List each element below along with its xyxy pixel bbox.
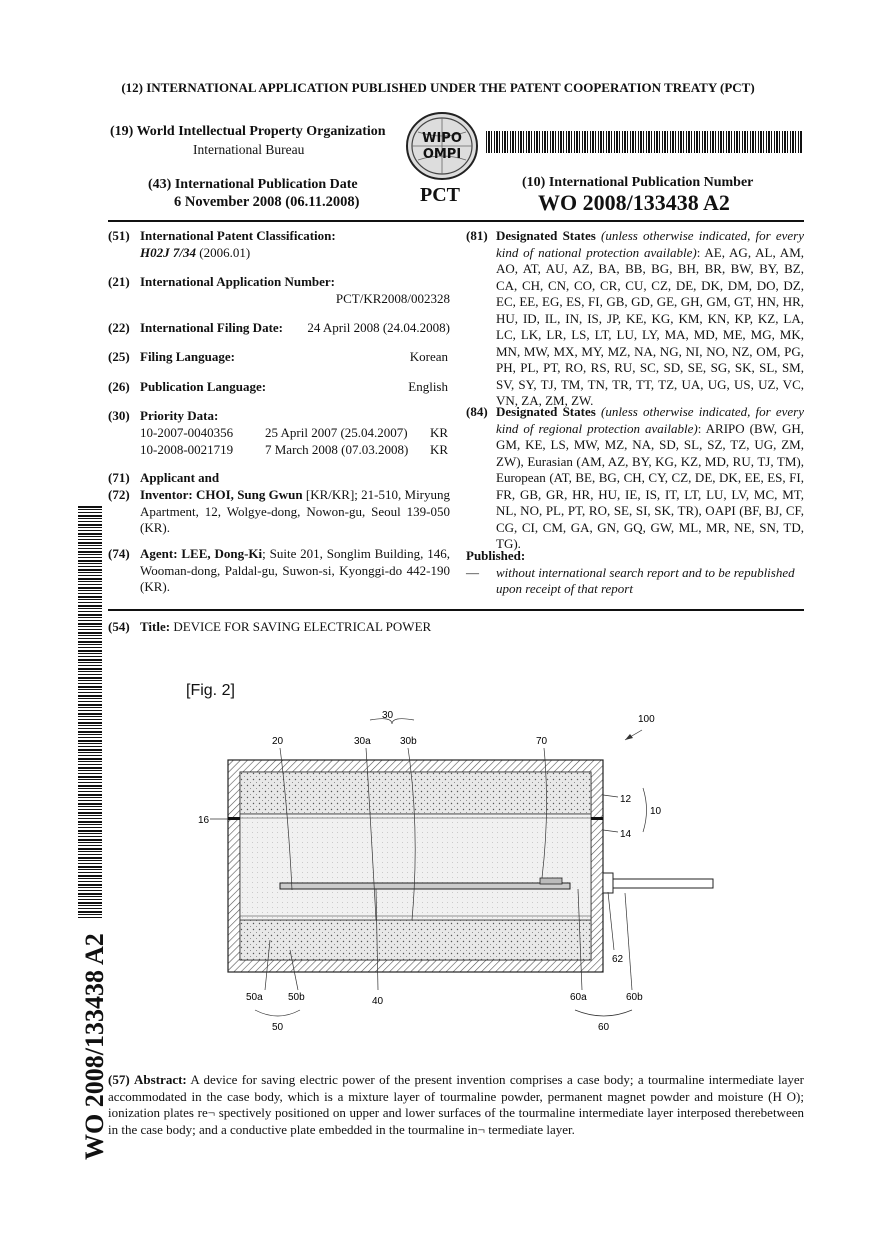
classification-year: (2006.01) <box>199 244 251 260</box>
label-60a: 60a <box>570 992 587 1003</box>
lower-ionization-plate <box>240 920 591 960</box>
label-14: 14 <box>620 829 632 840</box>
electrode-rod <box>613 879 713 888</box>
agent-code: (74) <box>108 546 130 561</box>
app-number-code: (21) <box>108 274 130 289</box>
agent-label: Agent: <box>140 546 178 561</box>
header-line: (12) INTERNATIONAL APPLICATION PUBLISHED UNDER THE PATENT COOPERATION TREATY (PCT) <box>121 80 755 95</box>
filing-date-value: 24 April 2008 (24.04.2008) <box>307 320 450 335</box>
org-name: World Intellectual Property Organization <box>136 124 386 139</box>
pub-lang-block <box>108 379 450 396</box>
mid-rule <box>108 609 804 611</box>
org-code: (19) <box>110 124 134 139</box>
inventor-block <box>108 487 450 537</box>
pub-lang-label: Publication Language: <box>140 379 267 394</box>
ds84-text: : ARIPO (BW, GH, GM, KE, LS, MW, MZ, NA, SD, SL, SZ, TZ, UG, ZM, ZW), Eurasian (AM, AZ, BY, KG, KZ, MD, RU, TJ, TM), European (AT, BE, BG, CH, CY, CZ, DE, DK, EE, ES, FI, FR, GB, GR, HR, HU, IE, IS, IT, LT, LU, LV, MC, MT, NL, NO, PL, PT, RO, SE, SI, SK, TR), OAPI (BF, BJ, CF, CG, CI, CM, GA, GN, GQ, GW, ML, MR, NE, SN, TD, TG). <box>496 420 804 551</box>
filing-lang-label: Filing Language: <box>140 349 235 364</box>
figure-caption: [Fig. 2] <box>186 682 235 699</box>
priority-country: KR <box>429 424 448 440</box>
label-60: 60 <box>598 1022 610 1033</box>
app-number-label: International Application Number: <box>140 274 336 289</box>
designated-states-81 <box>466 228 804 410</box>
applicant-code: (71) <box>108 470 130 485</box>
label-30: 30 <box>382 710 394 721</box>
pub-date-code: (43) <box>148 177 172 192</box>
priority-label: Priority Data: <box>140 408 219 423</box>
ds84-code: (84) <box>466 404 488 419</box>
label-50: 50 <box>272 1022 284 1033</box>
figure-drawing <box>180 700 740 1050</box>
side-barcode <box>78 506 102 918</box>
ds84-label: Designated States <box>496 404 596 419</box>
pct-label: PCT <box>420 184 460 206</box>
abstract-text: A device for saving electric power of the present invention comprises a case body; a tourmaline intermediate layer accommodated in the case body, which is a mixture layer of tourmaline powder, permanent magnet powder and moisture (H O); ionization plates re¬ spectively positioned on upper and lower surfaces of the tourmaline intermediate layer interposed therebetween in the case body; and a conductive plate embedded in the tourmaline in¬ termediate layer. <box>108 1072 804 1137</box>
priority-date: 25 April 2007 (25.04.2007) <box>265 424 408 440</box>
priority-row <box>108 425 450 442</box>
label-16: 16 <box>198 815 210 826</box>
upper-ionization-plate <box>240 772 591 814</box>
classification-label: International Patent Classification: <box>140 228 336 243</box>
label-12: 12 <box>620 794 632 805</box>
label-50a: 50a <box>246 992 263 1003</box>
title-label: Title: <box>140 619 171 634</box>
inventor-label: Inventor: <box>140 487 193 502</box>
published-label: Published: <box>466 548 526 563</box>
agent-block <box>108 546 450 596</box>
priority-code: (30) <box>108 408 130 423</box>
pub-number-code: (10) <box>522 175 546 190</box>
priority-country: KR <box>429 441 448 457</box>
side-publication-number: WO 2008/133438 A2 <box>80 933 109 1160</box>
pub-number-text: International Publication Number <box>548 175 754 190</box>
priority-num: 10-2008-0021719 <box>140 441 234 457</box>
wipo-logo <box>404 110 480 182</box>
pub-lang-code: (26) <box>108 379 130 394</box>
label-40: 40 <box>372 996 384 1007</box>
app-number-block <box>108 274 450 307</box>
app-number-value: PCT/KR2008/002328 <box>335 290 450 306</box>
label-20: 20 <box>272 736 284 747</box>
published-item <box>466 565 804 598</box>
inventor-address: [KR/KR]; 21-510, Miryung Apartment, 12, Wolgye-dong, Nowon-gu, Seoul 139-050 (KR). <box>140 487 451 535</box>
filing-lang-code: (25) <box>108 349 130 364</box>
filing-lang-value: Korean <box>409 349 448 364</box>
applicant-block <box>108 470 450 487</box>
label-62: 62 <box>612 954 624 965</box>
label-30b: 30b <box>400 736 417 747</box>
classification-block <box>108 228 450 261</box>
conductive-plate <box>280 883 570 889</box>
pub-date-label <box>148 177 358 193</box>
abstract-code: (57) <box>108 1072 130 1087</box>
abstract-block <box>108 1072 804 1138</box>
designated-states-84 <box>466 404 804 553</box>
label-30a: 30a <box>354 736 371 747</box>
filing-lang-block <box>108 349 450 366</box>
filing-date-label: International Filing Date: <box>140 320 283 335</box>
published-block <box>466 548 804 598</box>
priority-num: 10-2007-0040356 <box>140 424 234 440</box>
logo-text-1: WIPO <box>422 131 462 146</box>
pub-lang-value: English <box>408 379 448 394</box>
pub-date-value: 6 November 2008 (06.11.2008) <box>174 194 360 210</box>
classification-code: (51) <box>108 228 130 243</box>
abstract-label: Abstract: <box>134 1072 187 1087</box>
label-70: 70 <box>536 736 548 747</box>
applicant-label: Applicant and <box>140 470 220 485</box>
priority-row <box>108 442 450 459</box>
published-dash: — <box>466 564 479 580</box>
inventor-code: (72) <box>108 487 130 502</box>
classification-value: H02J 7/34 <box>140 244 196 260</box>
ds84-note: (unless otherwise indicated, for every kind of regional protection available) <box>496 404 805 436</box>
published-text: without international search report and to be republished upon receipt of that report <box>496 564 795 596</box>
logo-text-2: OMPI <box>422 147 462 162</box>
pub-date-text: International Publication Date <box>174 177 358 192</box>
label-50b: 50b <box>288 992 305 1003</box>
top-barcode <box>486 131 802 153</box>
priority-block <box>108 408 450 459</box>
pub-number-label <box>522 175 753 191</box>
tourmaline-layer <box>240 814 591 920</box>
agent-address: ; Suite 201, Songlim Building, 146, Wooman-dong, Paldal-gu, Suwon-si, Kyonggi-do 442-190 (KR). <box>140 546 451 594</box>
title-value: DEVICE FOR SAVING ELECTRICAL POWER <box>173 619 432 634</box>
inventor-name: CHOI, Sung Gwun <box>196 487 303 502</box>
agent-name: LEE, Dong-Ki <box>181 546 263 561</box>
title-block <box>108 619 431 636</box>
filing-date-block <box>108 320 450 337</box>
org-bureau: International Bureau <box>193 142 305 157</box>
org-title <box>110 124 386 140</box>
ds81-label: Designated States <box>496 228 596 243</box>
filing-date-code: (22) <box>108 320 130 335</box>
ds81-note: (unless otherwise indicated, for every kind of national protection available) <box>496 228 805 260</box>
priority-date: 7 March 2008 (07.03.2008) <box>265 441 409 457</box>
title-code: (54) <box>108 619 130 634</box>
ds81-text: : AE, AG, AL, AM, AO, AT, AU, AZ, BA, BB, BG, BH, BR, BW, BY, BZ, CA, CH, CN, CO, CR, CU, CZ, DE, DK, DM, DO, DZ, EC, EE, EG, ES, FI, GB, GD, GE, GH, GM, GT, HN, HR, HU, ID, IL, IN, IS, JP, KE, KG, KM, KN, KP, KZ, LA, LC, LK, LR, LS, LT, LU, LY, MA, MD, ME, MG, MK, MN, MW, MX, MY, MZ, NA, NG, NI, NO, NZ, OM, PG, PH, PL, PT, RO, RS, RU, SC, SD, SE, SG, SK, SL, SM, SV, SY, TJ, TM, TN, TR, TT, TZ, UA, UG, US, UZ, VC, VN, ZA, ZM, ZW. <box>496 244 804 408</box>
label-100: 100 <box>638 714 655 725</box>
label-10: 10 <box>650 806 662 817</box>
pub-number-value: WO 2008/133438 A2 <box>538 190 730 215</box>
ds81-code: (81) <box>466 228 488 243</box>
label-60b: 60b <box>626 992 643 1003</box>
top-rule <box>108 220 804 222</box>
